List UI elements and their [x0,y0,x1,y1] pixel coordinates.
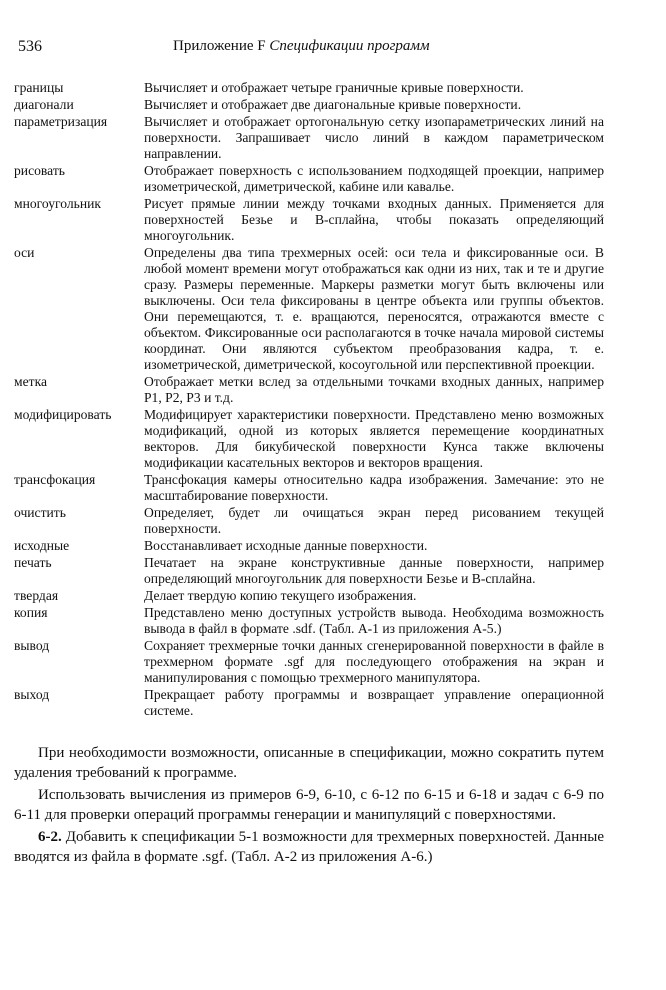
definition-row [14,407,604,471]
page-number: 536 [18,38,42,55]
definition-desc: Вычисляет и отображает четыре граничные кривые поверхности. [144,80,524,95]
body-text [14,743,604,869]
definition-row [14,605,604,637]
exercise-number: 6-2. [38,829,62,845]
page-header [18,38,606,58]
definition-row [14,538,604,554]
definition-row [14,588,604,604]
definition-desc: Делает твердую копию текущего изображения. [144,588,417,603]
definition-term: трансфокация [14,472,96,487]
definition-desc: Отображает метки вслед за отдельными точками входных данных, например P1, P2, P3 и т.д. [144,374,604,405]
definition-desc: Определяет, будет ли очищаться экран перед рисованием текущей поверхности. [144,505,604,536]
definition-desc: Вычисляет и отображает две диагональные кривые поверхности. [144,97,522,112]
definition-term: твердая [14,588,59,603]
paragraph: При необходимости возможности, описанные в спецификации, можно сократить путем удаления требований к программе. [14,745,604,781]
definition-row [14,163,604,195]
definition-term: границы [14,80,64,95]
definition-row [14,80,604,96]
definition-row [14,505,604,537]
definition-term: выход [14,687,50,702]
chapter-title: Спецификации программ [269,38,430,54]
definition-row [14,245,604,373]
definition-row [14,687,604,719]
definition-desc: Прекращает работу программы и возвращает управление операционной системе. [144,687,604,718]
definition-row [14,555,604,587]
definition-row [14,114,604,162]
exercise-text: Добавить к спецификации 5-1 возможности для трехмерных поверхностей. Данные вводятся из файла в формате .sgf. (Табл. А-2 из приложения А-6.) [14,829,605,865]
definition-desc: Вычисляет и отображает ортогональную сетку изопараметрических линий на поверхности. Запрашивает число линий в каждом параметрическом направлении. [144,114,604,161]
paragraph: Использовать вычисления из примеров 6-9, 6-10, с 6-12 по 6-15 и 6-18 и задач с 6-9 по 6-11 для проверки операций программы генерации и манипуляций с поверхностями. [14,787,604,823]
definition-row [14,638,604,686]
definition-term: копия [14,605,48,620]
command-definition-list [14,80,604,720]
definition-desc: Определены два типа трехмерных осей: оси тела и фиксированные оси. В любой момент времени могут отображаться как одни из них, так и те и другие сразу. Размеры переменные. Маркеры разметки могут быть включены или выключены. Оси тела фиксированы в центре объекта или группы объектов. Они перемещаются, т. е. вращаются, переносятся, отражаются вместе с объектом. Фиксированные оси располагаются в точке начала мировой системы координат. Они являются субъектом преобразования кадра, т. е. изометрической, диметрической, косоугольной или перспективной проекции. [144,245,604,372]
definition-term: рисовать [14,163,65,178]
definition-term: оси [14,245,35,260]
exercise-paragraph [14,827,604,867]
running-title [173,38,430,55]
appendix-label: Приложение F [173,38,266,54]
definition-row [14,97,604,113]
definition-desc: Трансфокация камеры относительно кадра изображения. Замечание: это не масштабирование поверхности. [144,472,604,503]
definition-desc: Рисует прямые линии между точками входных данных. Применяется для поверхностей Безье и B-сплайна, чтобы показать определяющий многоугольник. [144,196,604,243]
definition-desc: Сохраняет трехмерные точки данных сгенерированной поверхности в файле в трехмерном формате .sgf для последующего отображения на экран и манипулирования с помощью трехмерного манипулятора. [144,638,604,685]
definition-row [14,196,604,244]
definition-term: вывод [14,638,50,653]
definition-term: параметризация [14,114,108,129]
definition-term: исходные [14,538,70,553]
definition-term: очистить [14,505,66,520]
definition-desc: Модифицирует характеристики поверхности. Представлено меню возможных модификаций, одной из которых является перемещение координатных векторов. Для бикубической поверхности Кунса также включены модификации касательных векторов и векторов вращения. [144,407,604,470]
definition-term: многоугольник [14,196,101,211]
definition-term: печать [14,555,52,570]
definition-row [14,374,604,406]
definition-term: диагонали [14,97,74,112]
definition-desc: Представлено меню доступных устройств вывода. Необходима возможность вывода в файл в формате .sdf. (Табл. А-1 из приложения А-5.) [144,605,604,636]
definition-desc: Отображает поверхность с использованием подходящей проекции, например изометрической, диметрической, кабине или кавалье. [144,163,604,194]
definition-row [14,472,604,504]
definition-term: модифицировать [14,407,112,422]
definition-desc: Восстанавливает исходные данные поверхности. [144,538,428,553]
definition-desc: Печатает на экране конструктивные данные поверхности, например определяющий многоугольник для поверхности Безье и B-сплайна. [144,555,604,586]
definition-term: метка [14,374,48,389]
